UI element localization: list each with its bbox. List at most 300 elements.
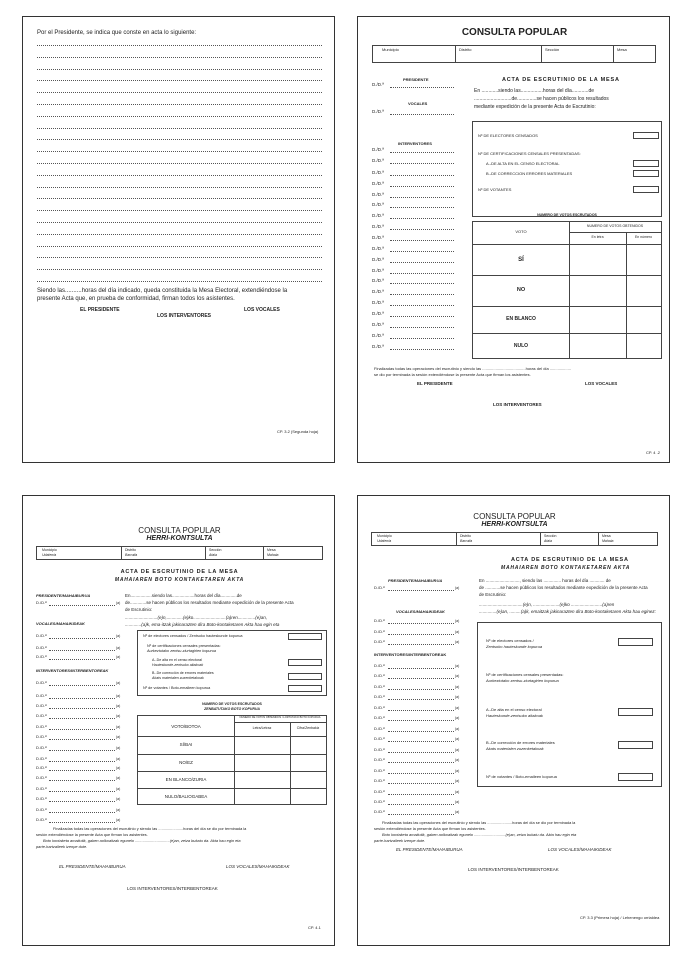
ruled-line[interactable]	[37, 104, 322, 105]
final-line-2: sesión extendiéndose la presente Acta que firman los asistentes.	[374, 826, 486, 831]
dni-input[interactable]	[49, 605, 115, 606]
dni-suffix: (a)	[116, 766, 121, 770]
dni-input[interactable]	[390, 349, 454, 350]
label-cert-alta: A.-De alta en el censo electoral	[486, 707, 542, 712]
dni-suffix: (a)	[116, 818, 121, 822]
label-vocales: VOCALES/MAHAIKIDEAK	[396, 609, 445, 614]
dni-suffix: (a)	[455, 810, 460, 814]
dni-label: D./D.ª	[372, 333, 384, 338]
header-seccion: Sección	[545, 47, 560, 52]
header-udalerria: Udalerria	[377, 539, 392, 543]
dni-label: D./D.ª	[372, 158, 384, 163]
label-votantes: Nº DE VOTANTES	[478, 187, 512, 192]
input-votantes[interactable]	[618, 773, 653, 781]
intro-text: Por el Presidente, se indica que conste en acta lo siguiente:	[37, 30, 197, 36]
form-title: CONSULTA POPULAR	[138, 526, 221, 535]
page-top-left	[22, 16, 335, 463]
dni-suffix: (a)	[455, 769, 460, 773]
dni-input[interactable]	[49, 718, 115, 719]
dni-input[interactable]	[390, 262, 454, 263]
dni-input[interactable]	[390, 87, 454, 88]
signature-vocales: LOS VOCALES	[244, 307, 280, 313]
col-obtenidos: NUMERO DE VOTOS OBTENIDOS	[586, 224, 644, 228]
label-interventores: INTERVENTORES	[398, 141, 432, 146]
dni-label: D./D.ª	[372, 224, 384, 229]
dni-suffix: (a)	[455, 748, 460, 752]
dni-suffix: (a)	[455, 716, 460, 720]
dni-input[interactable]	[390, 152, 454, 153]
dni-input[interactable]	[390, 229, 454, 230]
dni-input[interactable]	[49, 750, 115, 751]
dni-label: D./D.ª	[36, 775, 47, 780]
header-atala: Atala	[209, 553, 217, 557]
label-censados: Nº de electores censados /	[486, 638, 534, 643]
form-title: CONSULTA POPULAR	[461, 27, 568, 38]
col-letra: En letra	[591, 235, 604, 239]
dni-label: D./D.ª	[36, 633, 47, 638]
dni-suffix: (a)	[116, 808, 121, 812]
final-line-2: sesión extendiéndose la presente Acta que firman los asistentes.	[36, 832, 148, 837]
input-cert-alta[interactable]	[618, 708, 653, 716]
dni-label: D./D.ª	[372, 235, 384, 240]
dni-suffix: (a)	[116, 714, 121, 718]
dni-input[interactable]	[390, 207, 454, 208]
ruled-line[interactable]	[37, 281, 322, 282]
label-votantes: Nº de votantes / Boto-emaileen kopurua	[143, 686, 211, 690]
ruled-line[interactable]	[37, 210, 322, 211]
dni-suffix: (a)	[455, 779, 460, 783]
header-fields	[36, 546, 323, 560]
dni-input[interactable]	[49, 739, 115, 740]
dni-label: D./D.ª	[372, 181, 384, 186]
dni-input[interactable]	[390, 163, 454, 164]
header-municipio: Municipio	[42, 548, 57, 552]
label-cert-alta: A.-De alta en el censo electoral	[152, 658, 202, 662]
row-nulo: NULO/BALIOGABEA	[164, 794, 208, 799]
ruled-line[interactable]	[37, 246, 322, 247]
dni-input[interactable]	[390, 218, 454, 219]
label-vocales: VOCALES/MAHAIKIDEAK	[36, 621, 85, 626]
dni-suffix: (a)	[455, 706, 460, 710]
header-barrutia: Barrutia	[460, 539, 473, 543]
label-cert-correccion: B.-De corrección de errores materiales	[486, 740, 555, 745]
label-certificaciones: Nº DE CERTIFICACIONES CENSALES PRESENTADAS:	[478, 151, 581, 156]
dni-label: D./D.ª	[374, 747, 385, 752]
col-voto: VOTO/BOTOA	[171, 724, 201, 729]
dni-input[interactable]	[390, 283, 454, 284]
firma-presidente: EL PRESIDENTE	[417, 381, 453, 386]
ruled-line[interactable]	[37, 175, 322, 176]
acta-line-2: de ............se hacen públicos los resultados mediante expedición de la presente Acta	[479, 585, 648, 590]
dni-input[interactable]	[49, 729, 115, 730]
firma-vocales: LOS VOCALES	[585, 381, 618, 386]
dni-label: D./D.ª	[372, 344, 384, 349]
dni-suffix: (a)	[455, 790, 460, 794]
acta-title: ACTA DE ESCRUTINIO DE LA MESA	[511, 557, 629, 563]
dni-input[interactable]	[388, 720, 454, 721]
dni-input[interactable]	[49, 638, 115, 639]
form-subtitle: HERRI-KONTSULTA	[146, 535, 213, 542]
dni-suffix: (a)	[116, 655, 121, 659]
label-censados: Nº de electores censados / Zentsoko hauteskunde kopurua	[143, 634, 243, 638]
page-bottom-right	[357, 495, 670, 946]
dni-label: D./D.ª	[372, 268, 384, 273]
dni-input[interactable]	[388, 590, 454, 591]
dni-input[interactable]	[49, 791, 115, 792]
label-certificaciones-eu: Aurkeztutako zentsu-ziurtagirien kopurua	[486, 678, 559, 683]
dni-suffix: (a)	[116, 735, 121, 739]
ruled-line[interactable]	[37, 163, 322, 164]
acta-subtitle: MAHAIAREN BOTO KONTAKETAREN AKTA	[501, 565, 631, 571]
dni-input[interactable]	[388, 699, 454, 700]
dni-input[interactable]	[49, 822, 115, 823]
row-no: NO/EZ	[179, 760, 193, 765]
dni-suffix: (a)	[116, 746, 121, 750]
dni-input[interactable]	[49, 780, 115, 781]
header-fields	[372, 45, 656, 63]
dni-input[interactable]	[390, 327, 454, 328]
header-seccion: Sección	[544, 534, 557, 538]
dni-input[interactable]	[390, 197, 454, 198]
input-censados[interactable]	[618, 638, 653, 646]
header-barrutia: Barrutia	[125, 553, 138, 557]
dni-suffix: (a)	[455, 737, 460, 741]
input-cert-correccion[interactable]	[288, 673, 322, 680]
dni-label: D./D.ª	[36, 713, 47, 718]
votos-table	[137, 715, 327, 805]
label-cert-correccion: B.-DE CORRECCION ERRORES MATERIALES	[486, 171, 573, 176]
dni-suffix: (a)	[455, 727, 460, 731]
dni-input[interactable]	[388, 644, 454, 645]
dni-input[interactable]	[49, 761, 115, 762]
header-mesa: Mesa	[267, 548, 276, 552]
dni-label: D./D.ª	[374, 757, 385, 762]
dni-label: D./D.ª	[36, 765, 47, 770]
dni-input[interactable]	[49, 650, 115, 651]
form-subtitle: HERRI-KONTSULTA	[481, 521, 548, 528]
ruled-line[interactable]	[37, 222, 322, 223]
firma-presidente: EL PRESIDENTE/MAHAIBURUA	[59, 864, 126, 869]
label-certificaciones-eu: Aurkeztutako zentsu-ziurtagirien kopurua	[147, 649, 217, 653]
dni-label: D./D.ª	[36, 654, 47, 659]
dni-label: D./D.ª	[372, 278, 384, 283]
header-atala: Atala	[544, 539, 552, 543]
input-censados[interactable]	[288, 633, 322, 640]
ruled-line[interactable]	[37, 57, 322, 58]
dni-label: D./D.ª	[374, 694, 385, 699]
dni-suffix: (a)	[455, 640, 460, 644]
dni-input[interactable]	[388, 773, 454, 774]
dni-label: D./D.ª	[36, 724, 47, 729]
ruled-line[interactable]	[37, 269, 322, 270]
col-letra: Letra/Letraz	[252, 726, 272, 730]
label-cert-alta-eu: Hauteskunde-zentsuko altakoak	[486, 713, 543, 718]
firma-interventores: LOS INTERVENTORES/INTERBENTOREAK	[127, 886, 218, 891]
ruled-line[interactable]	[37, 151, 322, 152]
input-cert-correccion[interactable]	[633, 170, 659, 177]
final-line-4: parte-hartzaileek izenpe dute.	[374, 838, 426, 843]
dni-input[interactable]	[388, 689, 454, 690]
dni-input[interactable]	[49, 801, 115, 802]
label-presidente: PRESIDENTE/MAHAIBURUA	[388, 578, 443, 583]
dni-label: D./D.ª	[374, 799, 385, 804]
label-cert-correccion-eu: Akats materialen zuzenketakoak	[152, 676, 204, 680]
dni-input[interactable]	[388, 668, 454, 669]
dni-label: D./D.ª	[372, 109, 384, 114]
ruled-line[interactable]	[37, 69, 322, 70]
dni-input[interactable]	[49, 770, 115, 771]
dni-label: D./D.ª	[372, 170, 384, 175]
dni-label: D./D.ª	[374, 663, 385, 668]
ruled-line[interactable]	[37, 128, 322, 129]
dni-suffix: (a)	[455, 674, 460, 678]
censo-box	[472, 121, 662, 217]
ruled-line[interactable]	[37, 116, 322, 117]
col-obtenidos: NUMERO DE VOTOS OBTENIDOS / LORTUTAKO BOTO KOPURUA	[239, 716, 321, 719]
dni-suffix: (a)	[455, 586, 460, 590]
dni-suffix: (a)	[116, 681, 121, 685]
dni-suffix: (a)	[116, 646, 121, 650]
acta-line-4: ..........................(e)n,.............(e)ko..........................(a)ren..............(e)an,	[125, 615, 268, 620]
dni-label: D./D.ª	[372, 289, 384, 294]
label-vocales: VOCALES	[408, 101, 428, 106]
dni-label: D./D.ª	[36, 693, 47, 698]
label-certificaciones: Nº de certificaciones censales presentadas:	[486, 672, 564, 677]
dni-input[interactable]	[388, 752, 454, 753]
dni-label: D./D.ª	[372, 147, 384, 152]
dni-suffix: (a)	[116, 757, 121, 761]
acta-line-1: En ............siendo las................horas del día............de	[474, 88, 595, 94]
dni-label: D./D.ª	[36, 734, 47, 739]
acta-line-5: ..............(e)an, .........(a)k, emaitzak jakinarazten dira Boto-kontaketaren Akta hau eginez:	[479, 609, 656, 614]
dni-label: D./D.ª	[36, 786, 47, 791]
dni-label: D./D.ª	[374, 629, 385, 634]
final-line-3: Boto kontaketa amaitutik, gaben aolkoaitzak egunelo .............................(e)an, zeiza bukatu da. Akta hau egin eta	[382, 832, 577, 837]
page-top-right	[357, 16, 670, 463]
dni-suffix: (a)	[455, 630, 460, 634]
page-bottom-left	[22, 495, 335, 946]
signature-presidente: EL PRESIDENTE	[80, 307, 120, 313]
final-line-3: Boto kontaketa amaitutik, gaben aolkoaitzak egunelo ................................(e)an, zeiza bukatu da. Akta hau egin eta	[43, 838, 241, 843]
firma-interventores: LOS INTERVENTORES	[493, 402, 542, 407]
ruled-line[interactable]	[37, 187, 322, 188]
label-certificaciones: Nº de certificaciones censales presentadas:	[147, 644, 221, 648]
col-voto: VOTO	[515, 229, 527, 234]
header-municipio: Municipio	[377, 534, 392, 538]
input-cert-alta[interactable]	[633, 160, 659, 167]
dni-input[interactable]	[388, 634, 454, 635]
dni-suffix: (a)	[455, 664, 460, 668]
dni-input[interactable]	[388, 814, 454, 815]
form-code: CP. 4 .2	[646, 450, 660, 455]
label-interventores: INTERVENTORES/INTERBENTOREAK	[36, 668, 109, 673]
label-votantes: Nº de votantes / Boto-emaileen kopurua	[486, 774, 557, 779]
label-censados-eu: Zentsoko hauteskunde kopurua	[486, 644, 543, 649]
header-distrito: Distrito	[460, 534, 471, 538]
dni-label: D./D.ª	[374, 736, 385, 741]
votos-title: NUMERO DE VOTOS ESCRUTADOS	[202, 702, 262, 706]
dni-input[interactable]	[390, 175, 454, 176]
dni-label: D./D.ª	[36, 756, 47, 761]
dni-label: D./D.ª	[374, 768, 385, 773]
acta-line-2: ...........................de..............se hacen públicos los resultados	[474, 96, 609, 102]
row-si: SÍ/BAI	[179, 742, 193, 747]
dni-label: D./D.ª	[372, 202, 384, 207]
header-municipio: Municipio	[382, 47, 399, 52]
dni-input[interactable]	[390, 273, 454, 274]
dni-label: D./D.ª	[372, 213, 384, 218]
acta-subtitle: MAHAIAREN BOTO KONTAKETAREN AKTA	[114, 577, 245, 583]
dni-label: D./D.ª	[372, 82, 384, 87]
dni-suffix: (a)	[455, 758, 460, 762]
ruled-line[interactable]	[37, 45, 322, 46]
censo-box	[477, 622, 662, 787]
form-code: CP. 3.3 (Primera hoja) / Lehenengo orrialdea	[580, 915, 660, 920]
col-numero: Cifra/Zenbakiz	[296, 726, 320, 730]
label-presidente: PRESIDENTE/MAHAIBURUA	[36, 593, 91, 598]
dni-suffix: (a)	[116, 704, 121, 708]
input-censados[interactable]	[633, 132, 659, 139]
dni-suffix: (a)	[116, 634, 121, 638]
dni-label: D./D.ª	[374, 639, 385, 644]
final-line-2: se dio por terminada la sesión extendiéndose la presente Acta que firman los asistentes.	[374, 372, 531, 377]
dni-label: D./D.ª	[36, 645, 47, 650]
censo-box	[137, 630, 327, 696]
dni-input[interactable]	[390, 251, 454, 252]
dni-input[interactable]	[388, 794, 454, 795]
acta-line-3: mediante expedición de la presente Acta de Escrutinio:	[474, 104, 596, 110]
header-mahaia: Mahaia	[602, 539, 614, 543]
final-line-1: Finalizadas todas las operaciones del escrutinio y siendo las .......................horas del día se dio por terminada la	[382, 820, 576, 825]
closing-line-1: Siendo las..........horas del día indicado, queda constituida la Mesa Electoral, extendiéndose la	[37, 288, 288, 294]
dni-suffix: (a)	[455, 619, 460, 623]
dni-input[interactable]	[388, 710, 454, 711]
dni-label: D./D.ª	[372, 300, 384, 305]
dni-input[interactable]	[390, 186, 454, 187]
dni-input[interactable]	[388, 804, 454, 805]
label-cert-alta-eu: Hauteskunde-zentsuko altakoak	[152, 663, 204, 667]
row-blanco: EN BLANCO	[506, 316, 536, 322]
signature-interventores: LOS INTERVENTORES	[157, 313, 211, 319]
header-distrito: Distrito	[459, 47, 472, 52]
dni-label: D./D.ª	[372, 311, 384, 316]
dni-input[interactable]	[388, 783, 454, 784]
header-udalerria: Udalerria	[42, 553, 57, 557]
input-votantes[interactable]	[633, 186, 659, 193]
dni-input[interactable]	[49, 659, 115, 660]
dni-label: D./D.ª	[36, 680, 47, 685]
header-distrito: Distrito	[125, 548, 136, 552]
dni-input[interactable]	[390, 114, 454, 115]
ruled-line[interactable]	[37, 257, 322, 258]
dni-label: D./D.ª	[374, 684, 385, 689]
header-mesa: Mesa	[617, 47, 627, 52]
dni-input[interactable]	[49, 698, 115, 699]
label-cert-correccion: B.-De corrección de errores materiales	[152, 671, 214, 675]
votos-title: NUMERO DE VOTOS ESCRUTADOS	[537, 213, 597, 217]
input-cert-alta[interactable]	[288, 659, 322, 666]
dni-input[interactable]	[390, 305, 454, 306]
input-votantes[interactable]	[288, 685, 322, 692]
ruled-line[interactable]	[37, 234, 322, 235]
firma-presidente: EL PRESIDENTE/MAHAIBURUA	[396, 847, 463, 852]
dni-label: D./D.ª	[374, 585, 385, 590]
header-seccion: Sección	[209, 548, 222, 552]
dni-suffix: (a)	[455, 800, 460, 804]
dni-label: D./D.ª	[372, 192, 384, 197]
dni-input[interactable]	[390, 294, 454, 295]
final-line-1: Finalizadas todas las operaciones del escrutinio y siendo las .......................horas del día se dio por terminada la	[53, 826, 247, 831]
dni-label: D./D.ª	[374, 705, 385, 710]
closing-line-2: presente Acta que, en prueba de conformidad, firman todos los asistentes.	[37, 296, 235, 302]
acta-line-3: de Escrutinio:	[125, 607, 153, 612]
row-no: NO	[516, 287, 526, 293]
acta-line-1: En ..........................., siendo las .............. horas del día ............ de	[479, 578, 611, 583]
acta-line-2: de.............se hacen públicos los resultados mediante expedición de la presente Acta	[125, 600, 294, 605]
ruled-line[interactable]	[37, 92, 322, 93]
header-mesa: Mesa	[602, 534, 611, 538]
dni-input[interactable]	[388, 678, 454, 679]
col-numero: En número	[634, 235, 653, 239]
dni-label: D./D.ª	[36, 807, 47, 812]
acta-line-4: ...................................(e)n, .....................(e)ko .........................(a)ren	[479, 602, 615, 607]
final-line-4: parte-hartzaileek izenpe dute.	[36, 844, 88, 849]
row-nulo: NULO	[513, 343, 529, 349]
header-mahaia: Mahaia	[267, 553, 279, 557]
dni-input[interactable]	[388, 623, 454, 624]
form-code: CP. 3.2 (Segunda hoja)	[277, 429, 319, 434]
input-cert-correccion[interactable]	[618, 741, 653, 749]
row-blanco: EN BLANCO/ZURIA	[165, 777, 207, 782]
acta-title: ACTA DE ESCRUTINIO DE LA MESA	[502, 77, 620, 83]
row-si: SÍ	[518, 257, 524, 263]
dni-input[interactable]	[49, 685, 115, 686]
votos-subtitle: ZENBATUTAKO BOTO KOPURUA	[204, 707, 260, 711]
dni-label: D./D.ª	[372, 322, 384, 327]
dni-input[interactable]	[388, 762, 454, 763]
label-cert-alta: A.-DE ALTA EN EL CENSO ELECTORAL	[486, 161, 560, 166]
dni-label: D./D.ª	[36, 745, 47, 750]
dni-input[interactable]	[390, 240, 454, 241]
label-cert-correccion-eu: Akats materialen zuzenketakoak	[486, 746, 544, 751]
acta-line-5: .............(a)k, ema-itzak jakinarazten dira Boto-kontaketaren Akta hau egin eta	[125, 622, 280, 627]
ruled-line[interactable]	[37, 139, 322, 140]
dni-suffix: (a)	[116, 787, 121, 791]
acta-line-1: En.................siendo las..................horas del día.............de	[125, 593, 242, 598]
label-censados: Nº DE ELECTORES CENSADOS	[478, 133, 538, 138]
dni-input[interactable]	[49, 708, 115, 709]
dni-suffix: (a)	[116, 601, 121, 605]
votos-table	[472, 221, 662, 359]
dni-label: D./D.ª	[374, 778, 385, 783]
firma-vocales: LOS VOCALES/MAHAIKIDEAK	[548, 847, 612, 852]
dni-input[interactable]	[49, 812, 115, 813]
dni-label: D./D.ª	[374, 618, 385, 623]
dni-input[interactable]	[388, 731, 454, 732]
dni-suffix: (a)	[116, 725, 121, 729]
dni-label: D./D.ª	[374, 789, 385, 794]
dni-input[interactable]	[390, 338, 454, 339]
dni-label: D./D.ª	[36, 600, 47, 605]
ruled-line[interactable]	[37, 198, 322, 199]
dni-label: D./D.ª	[374, 673, 385, 678]
dni-label: D./D.ª	[374, 809, 385, 814]
ruled-line[interactable]	[37, 80, 322, 81]
final-line-1: Finalizadas todas las operaciones del escrutinio y siendo las .......................................horas del día ...................	[374, 366, 571, 371]
header-fields	[371, 532, 658, 546]
dni-input[interactable]	[390, 316, 454, 317]
dni-input[interactable]	[388, 741, 454, 742]
